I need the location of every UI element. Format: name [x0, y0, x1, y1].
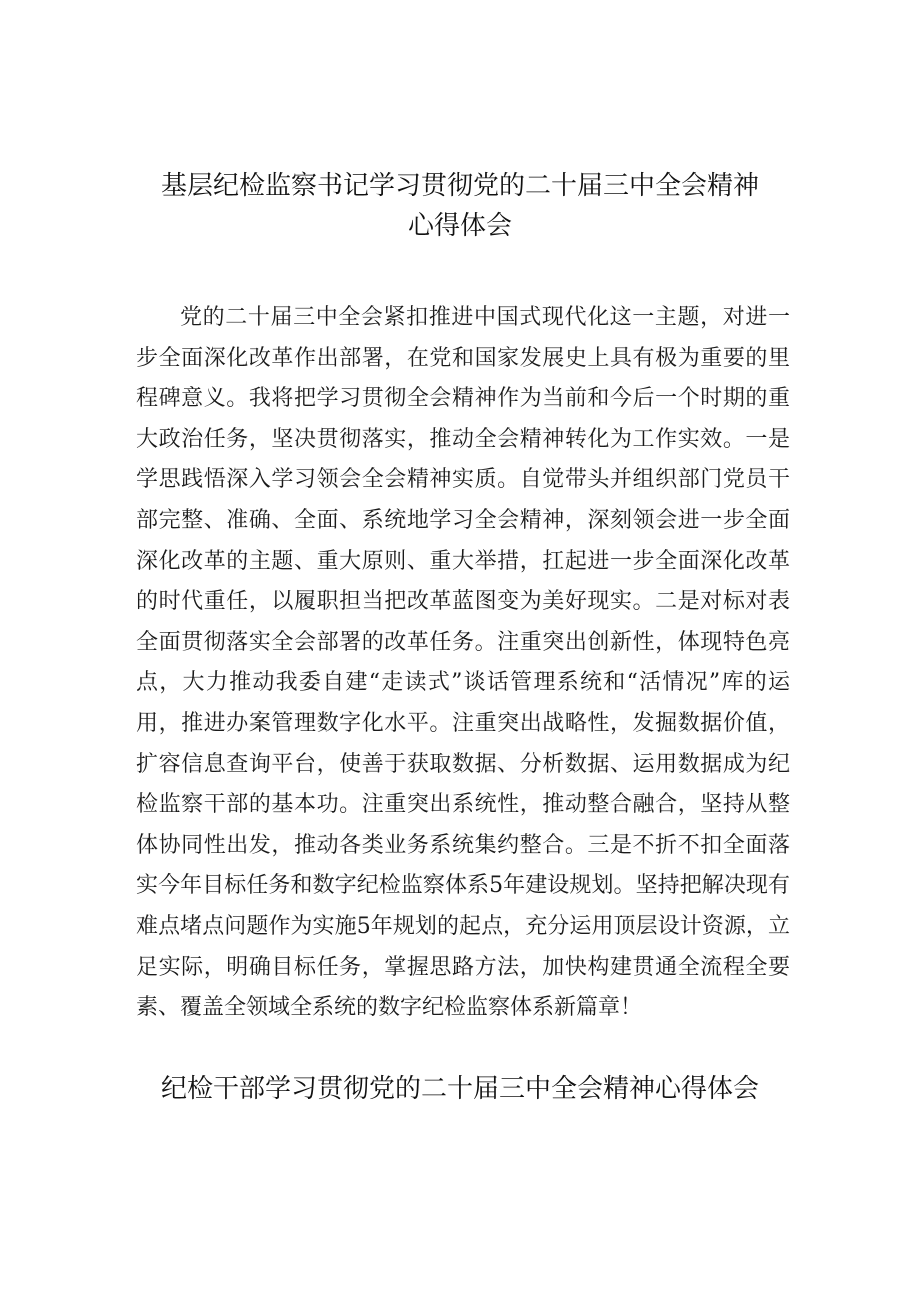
document-title-line-1: 基层纪检监察书记学习贯彻党的二十届三中全会精神: [160, 171, 759, 201]
document-title-line-2: 心得体会: [407, 211, 512, 241]
next-section-title: 纪检干部学习贯彻党的二十届三中全会精神心得体会: [160, 1074, 759, 1104]
body-paragraph: 党的二十届三中全会紧扣推进中国式现代化这一主题，对进一步全面深化改革作出部署，在党和国家发展史上具有极为重要的里程碑意义。我将把学习贯彻全会精神作为当前和今后一个时期的重大政治任务，坚决贯彻落实，推动全会精神转化为工作实效。一是学思践悟深入学习领会全会精神实质。自觉带头并组织部门党员干部完整、准确、全面、系统地学习全会精神，深刻领会进一步全面深化改革的主题、重大原则、重大举措，扛起进一步全面深化改革的时代重任，以履职担当把改革蓝图变为美好现实。二是对标对表全面贯彻落实全会部署的改革任务。注重突出创新性，体现特色亮点，大力推动我委自建“走读式”谈话管理系统和“活情况”库的运用，推进办案管理数字化水平。注重突出战略性，发掘数据价值，扩容信息查询平台，使善于获取数据、分析数据、运用数据成为纪检监察干部的基本功。注重突出系统性，推动整合融合，坚持从整体协同性出发，推动各类业务系统集约整合。三是不折不扣全面落实今年目标任务和数字纪检监察体系5年建设规划。坚持把解决现有难点堵点问题作为实施5年规划的起点，充分运用顶层设计资源，立足实际，明确目标任务，掌握思路方法，加快构建贯通全流程全要素、覆盖全领域全系统的数字纪检监察体系新篇章！: [136, 305, 790, 1021]
